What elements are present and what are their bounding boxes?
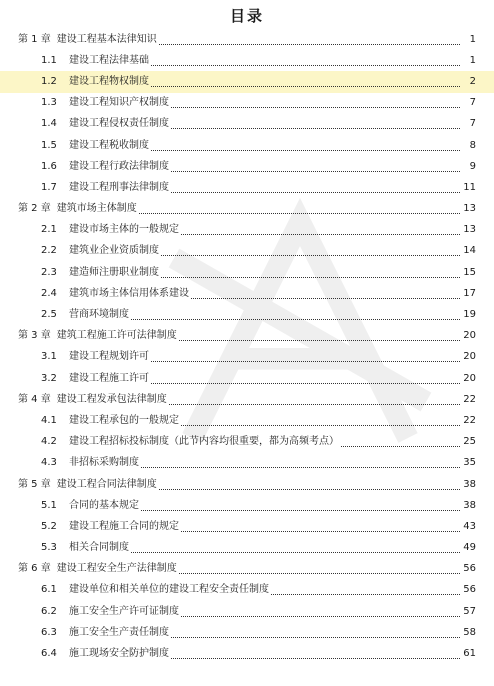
toc-entry-page-number: 1 [469,54,476,66]
toc-entry-number: 5.1 [41,499,57,511]
toc-entry-page-number: 25 [463,436,476,448]
toc-entry-label: 建设工程侵权责任制度 [69,118,169,130]
dot-leader [181,424,460,426]
toc-entry-page-number: 20 [463,372,476,384]
toc-entry-label: 建设工程物权制度 [69,75,149,87]
toc-chapter-row[interactable] [0,559,494,580]
dot-leader [159,43,460,45]
toc-entry-number: 4.1 [41,414,57,426]
toc-section-row[interactable] [0,453,494,474]
toc-entry-label: 合同的基本规定 [69,499,139,511]
toc-section-row[interactable] [0,93,494,114]
toc-entry-number: 第 1 章 [18,33,51,45]
toc-section-row[interactable] [0,643,494,664]
toc-entry-label: 建设工程法律基础 [69,54,149,66]
dot-leader [141,466,460,468]
toc-section-row[interactable] [0,177,494,198]
toc-entry-page-number: 38 [463,478,476,490]
toc-entry-page-number: 20 [463,351,476,363]
toc-entry-number: 3.1 [41,351,57,363]
toc-entry-page-number: 8 [469,139,476,151]
dot-leader [171,657,460,659]
toc-chapter-row[interactable] [0,326,494,347]
toc-entry-label: 建设工程合同法律制度 [56,478,157,490]
toc-section-row[interactable] [0,601,494,622]
toc-entry-label: 建设工程施工许可 [69,372,149,384]
toc-entry-label: 建设单位和相关单位的建设工程安全责任制度 [69,584,269,596]
toc-entry-page-number: 11 [463,181,476,193]
toc-entry-page-number: 57 [463,605,476,617]
toc-section-row[interactable] [0,135,494,156]
toc-entry-number: 1.5 [41,139,57,151]
dot-leader [179,339,460,341]
toc-entry-number: 2.3 [41,266,57,278]
toc-entry-number: 第 4 章 [18,393,51,405]
toc-entry-number: 2.5 [41,309,57,321]
toc-section-row[interactable] [0,71,494,92]
page-title: 目录 [229,7,264,25]
toc-entry-label: 建筑市场主体制度 [56,203,137,215]
toc-entry-page-number: 38 [463,499,476,511]
toc-entry-page-number: 22 [463,414,476,426]
toc-entry-number: 5.2 [41,520,57,532]
toc-section-row[interactable] [0,156,494,177]
toc-entry-number: 1.3 [41,97,57,109]
toc-entry-page-number: 13 [463,203,476,215]
dot-leader [151,64,460,66]
dot-leader [179,572,460,574]
dot-leader [159,488,460,490]
toc-entry-page-number: 56 [463,563,476,575]
toc-entry-number: 1.6 [41,160,57,172]
toc-section-row[interactable] [0,516,494,537]
toc-entry-page-number: 17 [463,287,476,299]
toc-entry-page-number: 61 [463,648,476,660]
toc-section-row[interactable] [0,50,494,71]
toc-entry-number: 2.4 [41,287,57,299]
toc-entry-number: 1.1 [41,54,57,66]
dot-leader [151,149,460,151]
toc-section-row[interactable] [0,580,494,601]
toc-entry-label: 建设工程发承包法律制度 [56,393,167,405]
toc-section-row[interactable] [0,432,494,453]
toc-chapter-row[interactable] [0,474,494,495]
dot-leader [271,593,460,595]
toc-entry-page-number: 35 [463,457,476,469]
toc-entry-page-number: 7 [469,118,476,130]
toc-entry-page-number: 7 [469,97,476,109]
toc-entry-label: 建筑市场主体信用体系建设 [69,287,189,299]
toc-entry-label: 非招标采购制度 [69,457,139,469]
dot-leader [181,615,460,617]
toc-section-row[interactable] [0,114,494,135]
toc-section-row[interactable] [0,495,494,516]
toc-entry-number: 6.1 [41,584,57,596]
toc-section-row[interactable] [0,347,494,368]
dot-leader [151,85,460,87]
toc-entry-label: 施工现场安全防护制度 [69,648,169,660]
toc-entry-number: 6.3 [41,626,57,638]
toc-entry-label: 建设工程刑事法律制度 [69,181,169,193]
dot-leader [161,254,460,256]
toc-entry-page-number: 15 [463,266,476,278]
dot-leader [191,297,460,299]
toc-entry-number: 1.7 [41,181,57,193]
toc-entry-number: 5.3 [41,542,57,554]
toc-entry-number: 4.2 [41,436,57,448]
toc-entry-label: 建设工程税收制度 [69,139,149,151]
toc-entry-label: 建筑业企业资质制度 [69,245,159,257]
toc-entry-number: 1.4 [41,118,57,130]
dot-leader [181,233,460,235]
dot-leader [151,360,460,362]
toc-entry-label: 建设工程基本法律知识 [56,33,157,45]
toc-entry-number: 第 6 章 [18,563,51,575]
toc-section-row[interactable] [0,220,494,241]
dot-leader [131,551,460,553]
toc-entry-page-number: 1 [469,33,476,45]
dot-leader [141,509,460,511]
toc-entry-label: 建设工程施工合同的规定 [69,520,179,532]
toc-section-row[interactable] [0,410,494,431]
dot-leader [169,403,460,405]
toc-section-row[interactable] [0,304,494,325]
toc-entry-number: 6.4 [41,648,57,660]
toc-entry-page-number: 43 [463,520,476,532]
toc-entry-page-number: 2 [469,75,476,87]
dot-leader [151,382,460,384]
toc-entry-number: 第 5 章 [18,478,51,490]
dot-leader [171,106,460,108]
toc-entry-page-number: 56 [463,584,476,596]
toc-entry-label: 施工安全生产许可证制度 [69,605,179,617]
toc-entry-label: 建设市场主体的一般规定 [69,224,179,236]
toc-section-row[interactable] [0,622,494,643]
toc-entry-label: 建设工程招标投标制度（此节内容均很重要，都为高频考点） [69,436,339,448]
dot-leader [171,636,460,638]
toc-entry-label: 建筑工程施工许可法律制度 [56,330,177,342]
toc-entry-label: 相关合同制度 [69,542,129,554]
toc-entry-label: 建设工程规划许可 [69,351,149,363]
toc-chapter-row[interactable] [0,389,494,410]
toc-entry-number: 6.2 [41,605,57,617]
toc-section-row[interactable] [0,262,494,283]
toc-entry-number: 1.2 [41,75,57,87]
toc-entry-number: 第 2 章 [18,203,51,215]
dot-leader [341,445,460,447]
toc-entry-number: 2.2 [41,245,57,257]
toc-entry-number: 4.3 [41,457,57,469]
toc-entry-page-number: 14 [463,245,476,257]
toc-entry-page-number: 58 [463,626,476,638]
toc-section-row[interactable] [0,368,494,389]
toc-entry-page-number: 20 [463,330,476,342]
dot-leader [131,318,460,320]
dot-leader [139,212,460,214]
toc-entry-label: 建设工程行政法律制度 [69,160,169,172]
toc-chapter-row[interactable] [0,199,494,220]
toc-entry-label: 营商环境制度 [69,309,129,321]
toc-entry-page-number: 49 [463,542,476,554]
table-of-contents [0,29,494,665]
toc-entry-page-number: 22 [463,393,476,405]
toc-entry-page-number: 9 [469,160,476,172]
dot-leader [161,276,460,278]
dot-leader [171,127,460,129]
toc-entry-label: 建设工程承包的一般规定 [69,414,179,426]
toc-section-row[interactable] [0,538,494,559]
toc-entry-page-number: 19 [463,309,476,321]
dot-leader [171,170,460,172]
toc-entry-page-number: 13 [463,224,476,236]
toc-entry-label: 建设工程知识产权制度 [69,97,169,109]
toc-entry-label: 建造师注册职业制度 [69,266,159,278]
toc-section-row[interactable] [0,283,494,304]
toc-entry-label: 施工安全生产责任制度 [69,626,169,638]
dot-leader [171,191,460,193]
toc-entry-number: 3.2 [41,372,57,384]
toc-entry-number: 2.1 [41,224,57,236]
toc-chapter-row[interactable] [0,29,494,50]
toc-entry-number: 第 3 章 [18,330,51,342]
dot-leader [181,530,460,532]
toc-entry-label: 建设工程安全生产法律制度 [56,563,177,575]
toc-section-row[interactable] [0,241,494,262]
